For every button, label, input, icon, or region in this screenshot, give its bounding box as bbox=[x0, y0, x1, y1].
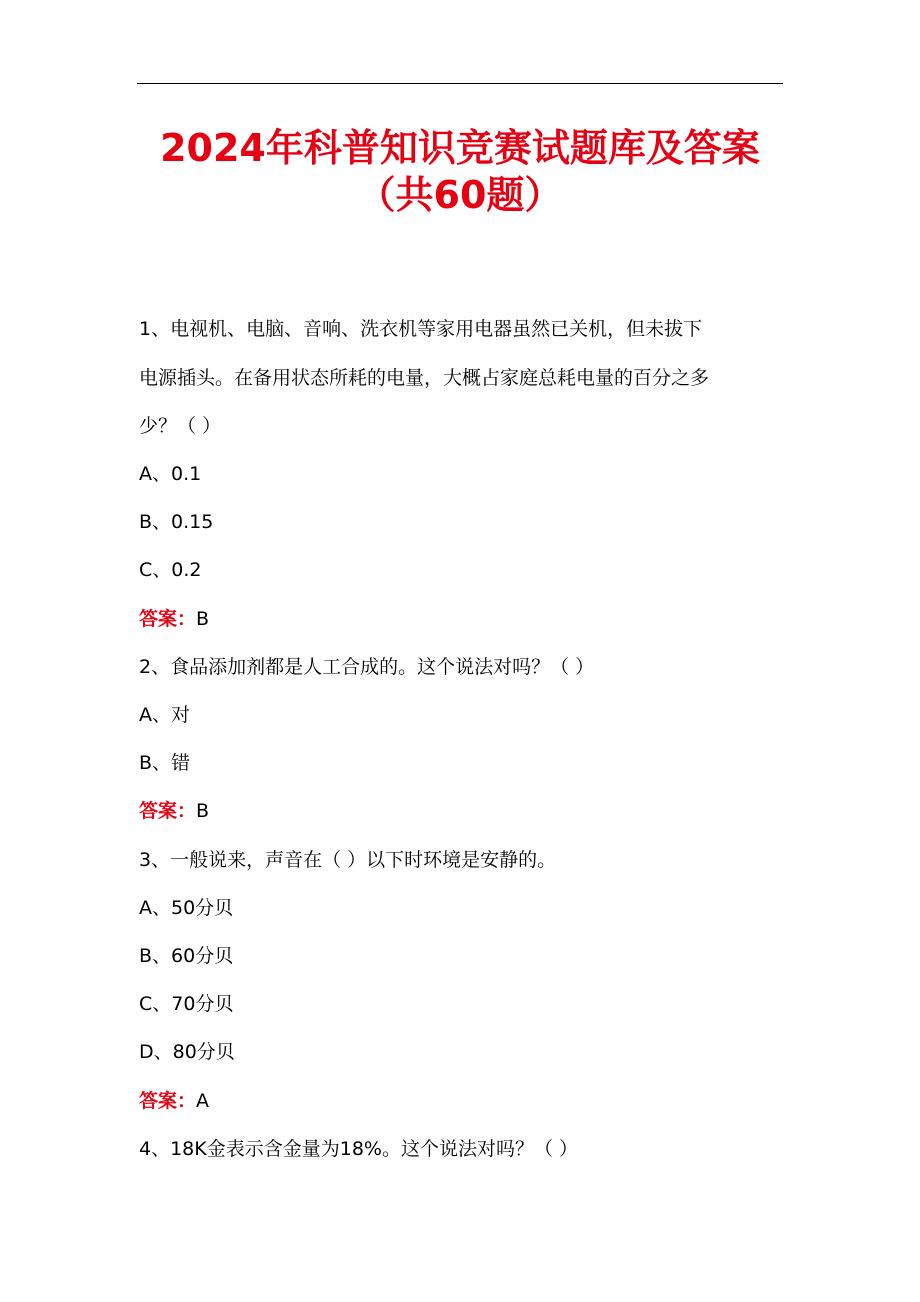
document-subtitle: （共60题） bbox=[357, 173, 563, 217]
question-2-stem-line-1: 2、食品添加剂都是人工合成的。这个说法对吗？（ ） bbox=[139, 656, 595, 678]
question-3-stem-line-1: 3、一般说来，声音在（ ）以下时环境是安静的。 bbox=[139, 849, 557, 871]
question-3-option-a: A、50分贝 bbox=[139, 897, 234, 919]
question-1-stem-line-1: 1、电视机、电脑、音响、洗衣机等家用电器虽然已关机，但未拔下 bbox=[139, 318, 703, 340]
question-3-option-b: B、60分贝 bbox=[139, 945, 234, 967]
question-4-stem-line-1: 4、18K金表示含金量为18%。这个说法对吗？（ ） bbox=[139, 1138, 578, 1160]
answer-label: 答案： bbox=[139, 800, 197, 822]
question-3-option-d: D、80分贝 bbox=[139, 1041, 235, 1063]
question-3-option-c: C、70分贝 bbox=[139, 993, 234, 1015]
question-1-stem-line-3: 少？（ ） bbox=[139, 415, 222, 437]
answer-value: A bbox=[196, 1090, 210, 1112]
question-2-option-a: A、对 bbox=[139, 704, 190, 726]
question-1-stem-line-2: 电源插头。在备用状态所耗的电量，大概占家庭总耗电量的百分之多 bbox=[139, 367, 710, 389]
answer-label: 答案： bbox=[139, 608, 197, 630]
document-title: 2024年科普知识竞赛试题库及答案 bbox=[160, 126, 760, 170]
question-1-answer bbox=[139, 607, 209, 631]
question-1-option-c: C、0.2 bbox=[139, 559, 202, 581]
answer-label: 答案： bbox=[139, 1090, 197, 1112]
question-1-option-b: B、0.15 bbox=[139, 511, 214, 533]
answer-value: B bbox=[196, 608, 210, 630]
question-1-option-a: A、0.1 bbox=[139, 463, 202, 485]
header-rule bbox=[137, 83, 783, 84]
question-2-answer bbox=[139, 799, 209, 823]
question-2-option-b: B、错 bbox=[139, 752, 191, 774]
question-3-answer bbox=[139, 1089, 209, 1113]
answer-value: B bbox=[196, 800, 210, 822]
